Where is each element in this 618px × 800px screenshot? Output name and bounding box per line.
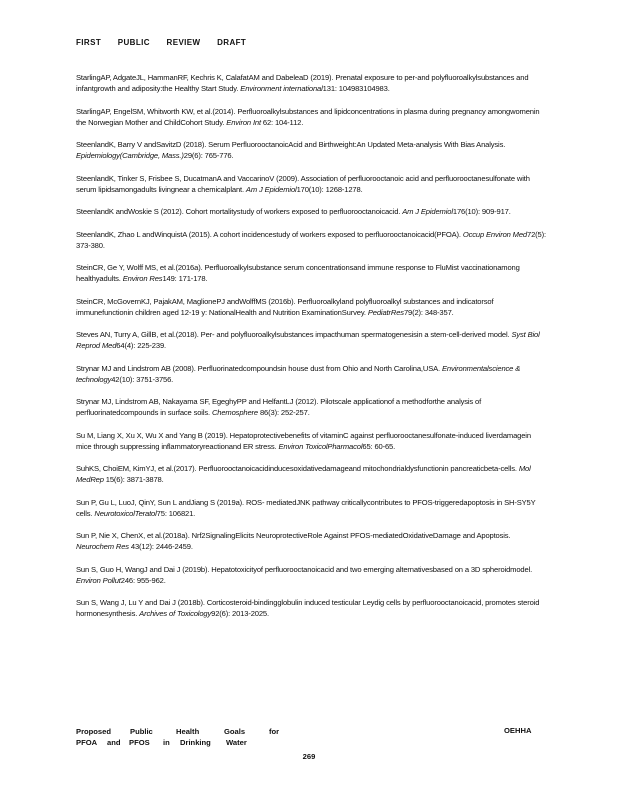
reference-entry xyxy=(76,206,546,217)
reference-authors-title: Su M, Liang X, Xu X, Wu X and Yang B (2019). Hepatoprotectivebenefits of vitaminC against perfluorooctanesulfonate-induced liverdamagein mice through suppressing inflammatoryreactionand ER stress. xyxy=(76,430,531,451)
footer-title-line-1 xyxy=(76,726,279,737)
footer-word: and xyxy=(107,738,121,747)
reference-entry xyxy=(76,497,546,519)
reference-entry xyxy=(76,262,546,284)
reference-entry xyxy=(76,296,546,318)
reference-authors-title: StarlingAP, EngelSM, Whitworth KW, et al.(2014). Perfluoroalkylsubstances and lipidconcentrations in plasma during pregnancy amongwomenin the Norwegian Mother and ChildCohort Study. xyxy=(76,106,540,127)
reference-journal: Environ Res xyxy=(122,274,163,283)
reference-citation: 43(12): 2446-2459. xyxy=(128,542,193,551)
reference-journal: NeurotoxicolTeratol xyxy=(94,508,157,518)
reference-entry xyxy=(76,530,546,552)
footer-word: Water xyxy=(226,738,247,747)
reference-journal: Am J Epidemiol xyxy=(402,207,453,216)
reference-journal: Environment international xyxy=(240,84,323,93)
reference-journal: Mol MedRep xyxy=(76,464,531,484)
reference-journal: Chemosphere xyxy=(211,408,259,417)
reference-list xyxy=(76,72,546,631)
reference-citation: 86(3): 252-257. xyxy=(258,408,310,417)
footer-word: in xyxy=(163,738,170,747)
reference-entry xyxy=(76,329,546,351)
reference-authors-title: SteenlandK, Tinker S, Frisbee S, DucatmanA and VaccarinoV (2009). Association of perfluorooctanoic acid and perfluorooctanesulfonate with serum lipidsamongadults livingnear a chemicalplant. xyxy=(76,173,530,194)
reference-authors-title: Sun P, Nie X, ChenX, et al.(2018a). Nrf2SignalingElicits NeuroprotectiveRole Against PFOS-mediatedOxidativeDamage and Apoptosis. xyxy=(76,531,511,540)
reference-journal: PediatrRes xyxy=(367,307,404,317)
reference-journal: Am J Epidemiol xyxy=(245,184,297,194)
reference-citation: 64(4): 225-239. xyxy=(116,341,166,350)
reference-journal: Syst Biol Reprod Med xyxy=(76,330,540,350)
reference-entry xyxy=(76,363,546,385)
footer-word: Health xyxy=(176,727,200,736)
reference-journal: Archives of Toxicology xyxy=(139,609,212,618)
reference-entry xyxy=(76,463,546,485)
reference-authors-title: SteenlandK, Barry V andSavitzD (2018). Serum PerfluorooctanoicAcid and Birthweight:An Updated Meta-analysis With Bias Analysis. xyxy=(76,140,506,149)
reference-authors-title: SteenlandK, Zhao L andWinquistA (2015). A cohort incidencestudy of workers exposed to perfluorooctanoicacid(PFOA). xyxy=(76,229,463,239)
reference-authors-title: Strynar MJ and Lindstrom AB (2008). Perfluorinatedcompoundsin house dust from Ohio and North Carolina,USA. xyxy=(76,363,442,373)
reference-journal: Environ ToxicolPharmacol xyxy=(278,441,363,451)
reference-citation: 42(10): 3751-3756. xyxy=(111,374,174,384)
footer-document-title xyxy=(76,726,279,748)
reference-authors-title: Steves AN, Turry A, GillB, et al.(2018). Per- and polyfluoroalkylsubstances impacthuman spermatogenesisin a stem-cell-derived model. xyxy=(76,330,512,339)
footer-word: Proposed xyxy=(76,727,112,736)
reference-citation: 75: 106821. xyxy=(156,508,196,518)
reference-authors-title: StarlingAP, AdgateJL, HammanRF, Kechris K, CalafatAM and DabeleaD (2019). Prenatal exposure to per-and polyfluoroalkylsubstances and infantgrowth and adiposity:the Healthy Start Study. xyxy=(76,73,529,93)
draft-header: FIRST PUBLIC REVIEW DRAFT xyxy=(76,38,247,47)
reference-authors-title: SuhKS, ChoiEM, KimYJ, et al.(2017). Perfluorooctanoicacidinducesoxidativedamageand mitochondrialdysfunctionin pancreaticbeta-cells. xyxy=(76,464,519,473)
reference-citation: 79(2): 348-357. xyxy=(403,307,454,317)
reference-journal: Environ Pollut xyxy=(76,575,121,585)
reference-entry xyxy=(76,139,546,161)
reference-authors-title: Sun P, Gu L, LuoJ, QinY, Sun L andJiang S (2019a). ROS- mediatedJNK pathway criticallycontributes to PFOS-triggeredapoptosis in SH-SY5Y cells. xyxy=(76,497,536,518)
reference-citation: 62: 104-112. xyxy=(260,117,304,127)
reference-journal: Epidemiology(Cambridge, Mass.) xyxy=(76,151,184,160)
reference-citation: 29(6): 765-776. xyxy=(183,151,234,160)
reference-citation: 65: 60-65. xyxy=(362,441,396,451)
reference-citation: 131: 104983104983. xyxy=(322,84,390,93)
reference-citation: 15(6): 3871-3878. xyxy=(103,475,164,484)
reference-entry xyxy=(76,106,546,128)
reference-citation: 72(5): 373-380. xyxy=(76,229,546,250)
footer-word: Public xyxy=(130,727,153,736)
reference-journal: Occup Environ Med xyxy=(462,229,527,239)
reference-citation: 149: 171-178. xyxy=(162,274,208,283)
page-number: 269 xyxy=(302,752,316,761)
reference-authors-title: SteenlandK andWoskie S (2012). Cohort mortalitystudy of workers exposed to perfluorooctanoicacid. xyxy=(76,207,403,216)
reference-entry xyxy=(76,597,546,619)
reference-citation: 170(10): 1268-1278. xyxy=(296,184,363,194)
reference-authors-title: SteinCR, Ge Y, Wolff MS, et al.(2016a). Perfluoroalkylsubstance serum concentrationsand immune response to FluMist vaccinationamong healthyadults. xyxy=(76,263,520,283)
footer-word: Drinking xyxy=(180,738,211,747)
reference-citation: 92(6): 2013-2025. xyxy=(211,609,269,618)
reference-journal: Environ Int xyxy=(226,117,261,127)
reference-entry xyxy=(76,564,546,586)
footer-agency: OEHHA xyxy=(504,726,532,735)
reference-authors-title: Sun S, Guo H, WangJ and Dai J (2019b). Hepatotoxicityof perfluorooctanoicacid and two emerging alternativesbased on a 3D spheroidmodel. xyxy=(76,564,533,574)
reference-citation: 246: 955-962. xyxy=(120,575,166,585)
reference-journal: Neurochem Res xyxy=(76,542,129,551)
reference-journal: Environmentalscience & technology xyxy=(76,363,521,384)
footer-word: PFOS xyxy=(129,738,150,747)
reference-authors-title: Strynar MJ, Lindstrom AB, Nakayama SF, EgeghyPP and HelfantLJ (2012). Pilotscale applicationof a methodforthe analysis of perfluorinatedcompounds in surface soils. xyxy=(76,397,482,417)
reference-citation: 176(10): 909-917. xyxy=(452,207,511,216)
reference-entry xyxy=(76,72,546,94)
footer-word: for xyxy=(269,727,280,736)
reference-entry xyxy=(76,430,546,452)
reference-entry xyxy=(76,396,546,418)
reference-entry xyxy=(76,229,546,251)
reference-authors-title: SteinCR, McGovernKJ, PajakAM, MaglionePJ andWolffMS (2016b). Perfluoroalkyland polyfluoroalkyl substances and indicatorsof immunefunctionin children aged 12-19 y: NationalHealth and Nutrition ExaminationSurvey. xyxy=(76,296,494,317)
footer-title-line-2 xyxy=(76,737,279,748)
footer-word: PFOA xyxy=(76,738,98,747)
reference-authors-title: Sun S, Wang J, Lu Y and Dai J (2018b). Corticosteroid-bindingglobulin induced testicular Leydig cells by perfluorooctanoicacid, promotes steroid hormonesynthesis. xyxy=(76,598,540,618)
reference-entry xyxy=(76,173,546,195)
footer-word: Goals xyxy=(224,727,246,736)
